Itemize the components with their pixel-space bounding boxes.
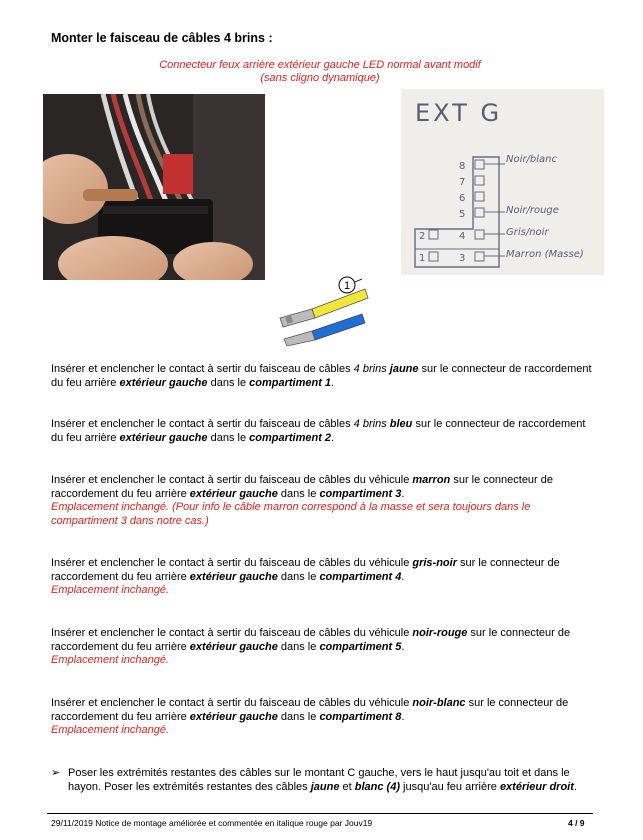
instruction-text: dans le	[207, 376, 250, 389]
light-position: extérieur gauche	[189, 487, 278, 500]
sketch-heading: EXT G	[415, 99, 503, 127]
pin-8-label: Noir/blanc	[506, 154, 557, 165]
instruction-emphasis: 4 brins	[353, 418, 387, 430]
wire-color-black-white: noir-blanc	[412, 697, 466, 709]
light-position: extérieur gauche	[189, 640, 278, 653]
light-position: extérieur gauche	[119, 431, 208, 444]
pin-number: 8	[459, 161, 466, 172]
instruction-text: sur le connecteur de raccordement du feu arrière	[51, 363, 592, 389]
instruction-compartment-3	[51, 474, 596, 528]
page-number: 4 / 9	[568, 818, 585, 828]
bullet-arrow-icon: ➢	[51, 767, 61, 779]
wire-color-blue: bleu	[389, 418, 413, 430]
footer-divider	[47, 813, 593, 814]
instruction-text: .	[401, 487, 405, 500]
pin-number: 4	[459, 231, 466, 242]
instruction-text: et	[339, 780, 355, 793]
pin-4-label: Gris/noir	[506, 227, 549, 238]
instruction-text: .	[331, 376, 335, 389]
editor-note: Emplacement inchangé.	[51, 584, 170, 596]
instruction-text: dans le	[207, 431, 250, 444]
instruction-emphasis: 4 brins	[353, 363, 387, 375]
terminal-number: 1	[343, 280, 351, 292]
wire-color-black-red: noir-rouge	[412, 627, 468, 639]
connector-photo	[43, 94, 265, 280]
light-position: extérieur gauche	[119, 376, 208, 389]
wire-color-yellow: jaune	[389, 363, 419, 375]
compartment-label: compartiment 1	[249, 376, 332, 389]
instruction-text: .	[401, 710, 405, 723]
editor-note: Emplacement inchangé. (Pour info le câble marron correspond à la masse et sera toujours dans le compartiment 3 dans notre cas.)	[51, 501, 531, 527]
wire-color-brown: marron	[412, 474, 451, 486]
instruction-compartment-5	[51, 627, 596, 668]
page-title: Monter le faisceau de câbles 4 brins :	[51, 31, 273, 45]
instruction-text: sur le connecteur de raccordement du feu arrière	[51, 474, 554, 500]
compartment-label: compartiment 3	[319, 487, 402, 500]
pin-3-label: Marron (Masse)	[506, 249, 584, 260]
instruction-text: Insérer et enclencher le contact à sertir du faisceau de câbles du véhicule	[51, 474, 413, 486]
pin-number: 5	[459, 209, 466, 220]
editor-note: Emplacement inchangé.	[51, 724, 170, 736]
pin-number: 1	[419, 253, 426, 264]
instruction-text: dans le	[277, 710, 320, 723]
instruction-text: .	[401, 640, 405, 653]
instruction-text: sur le connecteur de raccordement du feu arrière	[51, 697, 569, 723]
wire-terminals-drawing	[272, 276, 372, 346]
pin-number: 3	[459, 253, 466, 264]
instruction-text: Insérer et enclencher le contact à sertir du faisceau de câbles	[51, 418, 354, 430]
compartment-label: compartiment 4	[319, 570, 402, 583]
instruction-compartment-2	[51, 418, 596, 445]
instruction-text: .	[401, 570, 405, 583]
instruction-text: dans le	[277, 570, 320, 583]
editor-note: Emplacement inchangé.	[51, 654, 170, 666]
instruction-text: Insérer et enclencher le contact à sertir du faisceau de câbles du véhicule	[51, 557, 413, 569]
instruction-text: sur le connecteur de raccordement du feu arrière	[51, 418, 586, 444]
pinout-sketch-drawing	[401, 89, 604, 275]
wire-color-white: blanc (4)	[354, 780, 400, 793]
instruction-text: jusqu'au feu arrière	[400, 780, 500, 793]
wire-color-grey-black: gris-noir	[412, 557, 457, 569]
light-position: extérieur gauche	[189, 710, 278, 723]
instruction-text: Poser les extrémités restantes des câbles sur le montant C gauche, vers le haut jusqu'au toit et dans le hayon. Poser les extrémités restantes des câbles	[68, 767, 570, 793]
light-position: extérieur droit	[499, 780, 574, 793]
routing-text	[68, 767, 588, 794]
instruction-text: dans le	[277, 487, 320, 500]
subtitle-line-2: (sans cligno dynamique)	[260, 72, 380, 84]
light-position: extérieur gauche	[189, 570, 278, 583]
connector-subtitle	[100, 59, 540, 85]
instruction-compartment-8	[51, 697, 596, 738]
instruction-text: sur le connecteur de raccordement du feu arrière	[51, 627, 571, 653]
instruction-text: .	[573, 780, 577, 793]
compartment-label: compartiment 5	[319, 640, 402, 653]
instruction-text: Insérer et enclencher le contact à sertir du faisceau de câbles du véhicule	[51, 697, 413, 709]
compartment-label: compartiment 8	[319, 710, 402, 723]
pin-number: 7	[459, 177, 466, 188]
instruction-text: Insérer et enclencher le contact à sertir du faisceau de câbles	[51, 363, 354, 375]
instruction-text: dans le	[277, 640, 320, 653]
pin-number: 6	[459, 193, 466, 204]
instruction-text: .	[331, 431, 335, 444]
instruction-compartment-1	[51, 363, 596, 390]
wire-terminals-illustration	[272, 276, 372, 346]
compartment-label: compartiment 2	[249, 431, 332, 444]
pin-number: 2	[419, 231, 426, 242]
instruction-text: sur le connecteur de raccordement du feu arrière	[51, 557, 560, 583]
instruction-text: Insérer et enclencher le contact à sertir du faisceau de câbles du véhicule	[51, 627, 413, 639]
subtitle-line-1: Connecteur feux arrière extérieur gauche LED normal avant modif	[159, 59, 481, 71]
wire-color-yellow: jaune	[310, 780, 340, 793]
footer-text: 29/11/2019 Notice de montage améliorée et commentée en italique rouge par Jouv19	[51, 818, 373, 828]
pinout-sketch	[401, 89, 604, 275]
pin-5-label: Noir/rouge	[506, 205, 559, 216]
instruction-compartment-4	[51, 557, 596, 598]
connector-photo-drawing	[43, 94, 265, 280]
routing-instruction	[51, 767, 601, 809]
